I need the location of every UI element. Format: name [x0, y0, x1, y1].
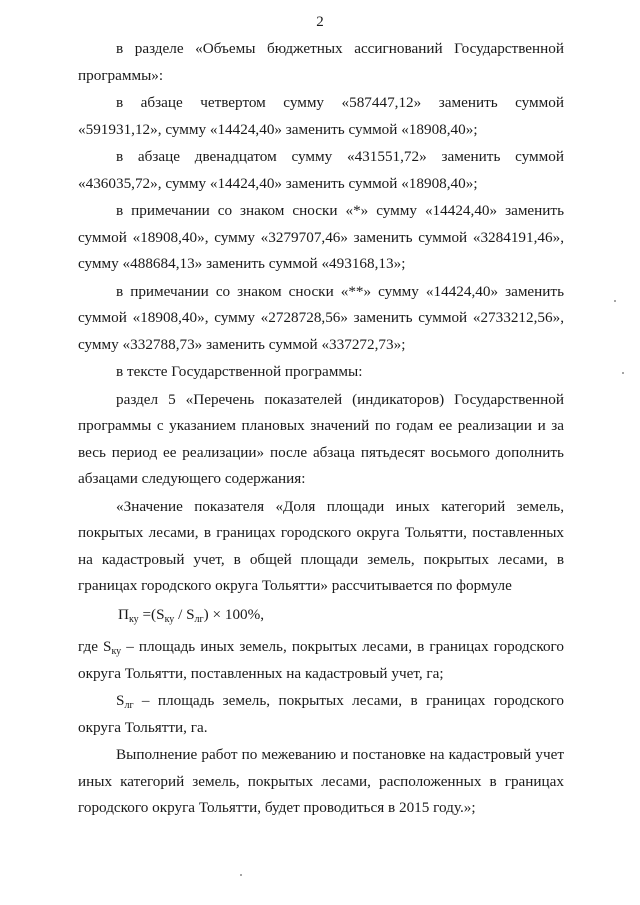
formula-rest: ) × 100%, [203, 605, 265, 623]
where-sku-prefix: где S [78, 638, 112, 655]
paragraph-twelfth-abzac: в абзаце двенадцатом сумму «431551,72» заменить суммой «436035,72», сумму «14424,40» заменить суммой «18908,40»; [78, 148, 564, 192]
formula-lhs: П [118, 605, 129, 623]
paragraph-cadastral-works: Выполнение работ по межеванию и постановке на кадастровый учет иных категорий земель, покрытых лесами, расположенных в границах городского округа Тольятти, будет проводиться в 2015 году.»; [78, 746, 564, 816]
paragraph-program-text: в тексте Государственной программы: [116, 363, 363, 380]
paragraph-footnote-two-star: в примечании со знаком сноски «**» сумму «14424,40» заменить суммой «18908,40», сумму «2728728,56» заменить суммой «2733212,56», сумму «332788,73» заменить суммой «337272,73»; [78, 282, 564, 353]
where-slg-prefix: S [116, 692, 125, 709]
paragraph-indicator-value: «Значение показателя «Доля площади иных категорий земель, покрытых лесами, в границах городского округа Тольятти, поставленных на кадастровый учет, в общей площади земель, покрытых лесами, в границах городского округа Тольятти» рассчитывается по формуле [78, 497, 564, 594]
where-slg-text: – площадь земель, покрытых лесами, в границах городского округа Тольятти, га. [78, 692, 564, 736]
scan-speck [614, 300, 616, 302]
paragraph-where-sku [78, 634, 564, 687]
formula-lhs-sub: ку [128, 613, 139, 625]
scan-speck [622, 372, 624, 374]
paragraph-budget-section: в разделе «Объемы бюджетных ассигнований Государственной программы»: [78, 40, 564, 84]
paragraph-footnote-one-star: в примечании со знаком сноски «*» сумму «14424,40» заменить суммой «18908,40», сумму «3279707,46» заменить суммой «3284191,46», сумму «488684,13» заменить суммой «493168,13»; [78, 202, 564, 272]
paragraph-fourth-abzac: в абзаце четвертом сумму «587447,12» заменить суммой «591931,12», сумму «14424,40» заменить суммой «18908,40»; [78, 94, 564, 138]
paragraph-where-slg [78, 688, 564, 741]
scan-speck [240, 874, 242, 876]
where-slg-sub: лг [124, 700, 134, 711]
formula-s1-sub: ку [164, 613, 175, 625]
formula-s2-sub: лг [194, 613, 204, 625]
formula-eq: =(S [138, 605, 165, 623]
where-sku-text: – площадь иных земель, покрытых лесами, в границах городского округа Тольятти, поставленных на кадастровый учет, га; [78, 638, 564, 682]
formula [78, 602, 564, 629]
formula-div: / S [174, 605, 195, 623]
paragraph-section-5: раздел 5 «Перечень показателей (индикаторов) Государственной программы с указанием плановых значений по годам ее реализации и за весь период ее реализации» после абзаца пятьдесят восьмого дополнить абзацами следующего содержания: [78, 390, 564, 487]
page-number: 2 [316, 14, 324, 30]
where-sku-sub: ку [111, 646, 122, 657]
document-body [78, 36, 564, 822]
